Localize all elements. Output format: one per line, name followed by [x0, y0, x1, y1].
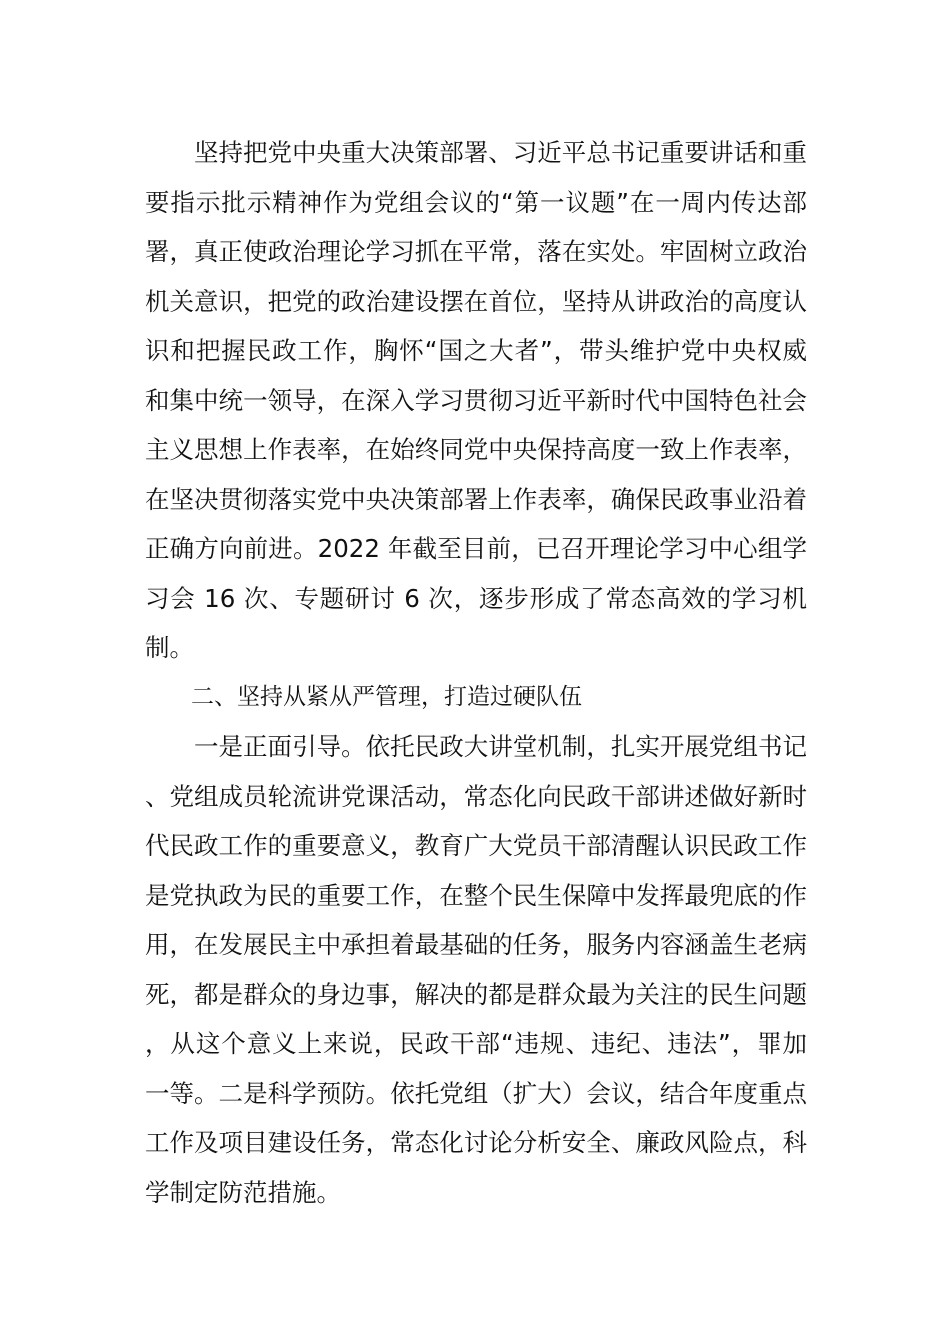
section-heading-strict-management: 二、坚持从紧从严管理，打造过硬队伍: [191, 683, 582, 710]
paragraph-political-study: 坚持把党中央重大决策部署、习近平总书记重要讲话和重要指示批示精神作为党组会议的“第一议题”在一周内传达部署，真正使政治理论学习抓在平常，落在实处。牢固树立政治机关意识，把党的政治建设摆在首位，坚持从讲政治的高度认识和把握民政工作，胸怀“国之大者”，带头维护党中央权威和集中统一领导，在深入学习贯彻习近平新时代中国特色社会主义思想上作表率，在始终同党中央保持高度一致上作表率，在坚决贯彻落实党中央决策部署上作表率，确保民政事业沿着正确方向前进。2022 年截至目前，已召开理论学习中心组学习会 16 次、专题研讨 6 次，逐步形成了常态高效的学习机制。: [145, 138, 807, 662]
paragraph-positive-guidance: 一是正面引导。依托民政大讲堂机制，扎实开展党组书记、党组成员轮流讲党课活动，常态化向民政干部讲述做好新时代民政工作的重要意义，教育广大党员干部清醒认识民政工作是党执政为民的重要工作，在整个民生保障中发挥最兜底的作用，在发展民主中承担着最基础的任务，服务内容涵盖生老病死，都是群众的身边事，解决的都是群众最为关注的民生问题，从这个意义上来说，民政干部“违规、违纪、违法”，罪加一等。二是科学预防。依托党组（扩大）会议，结合年度重点工作及项目建设任务，常态化讨论分析安全、廉政风险点，科学制定防范措施。: [145, 732, 807, 1207]
document-body: [145, 128, 807, 1217]
